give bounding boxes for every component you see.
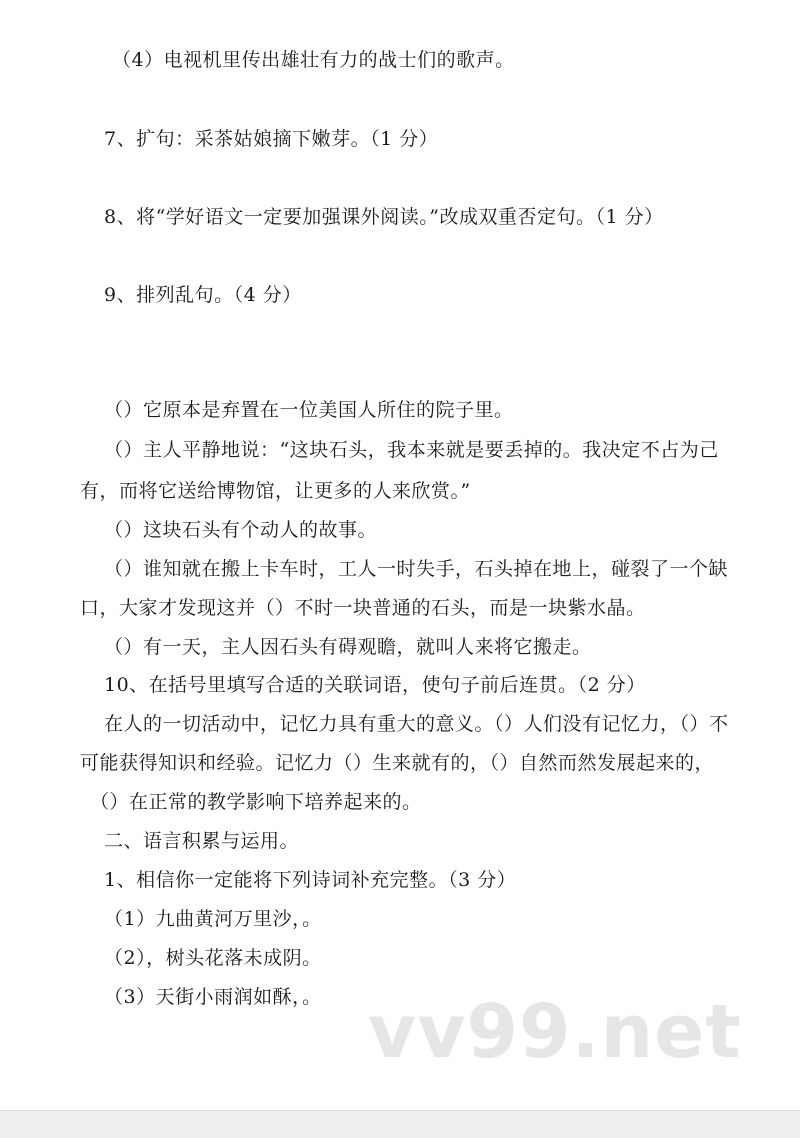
text-line: （）主人平静地说：“这块石头，我本来就是要丢掉的。我决定不占为己 [104,439,719,461]
text-line: （1）九曲黄河万里沙，。 [104,908,322,930]
text-line: （3）天街小雨润如酥，。 [104,986,322,1008]
question-10: 10、在括号里填写合适的关联词语，使句子前后连贯。（2 分） [104,674,646,696]
text-line: （2），树头花落未成阴。 [104,947,322,969]
question-8: 8、将“学好语文一定要加强课外阅读。”改成双重否定句。（1 分） [104,206,664,228]
question-1: 1、相信你一定能将下列诗词补充完整。（3 分） [104,869,517,891]
text-line: （）有一天，主人因石头有碍观瞻，就叫人来将它搬走。 [104,636,592,658]
text-line: （）它原本是弃置在一位美国人所住的院子里。 [104,399,514,421]
text-line: 在人的一切活动中，记忆力具有重大的意义。（）人们没有记忆力，（）不 [104,713,729,735]
text-line: （）谁知就在搬上卡车时，工人一时失手，石头掉在地上，碰裂了一个缺 [104,558,729,580]
text-line: 可能获得知识和经验。记忆力（）生来就有的，（）自然而然发展起来的， [80,752,715,774]
text-line: （4）电视机里传出雄壮有力的战士们的歌声。 [112,49,515,71]
question-9: 9、排列乱句。（4 分） [104,284,302,306]
text-line: （）这块石头有个动人的故事。 [104,519,378,541]
question-7: 7、扩句：采茶姑娘摘下嫩芽。（1 分） [104,128,439,150]
text-line: （）在正常的教学影响下培养起来的。 [90,791,422,813]
section-heading: 二、语言积累与运用。 [104,830,300,852]
text-line: 口，大家才发现这并（）不时一块普通的石头，而是一块紫水晶。 [80,597,646,619]
watermark: vv99.net [368,989,742,1075]
text-line: 有，而将它送给博物馆，让更多的人来欣赏。” [80,480,471,502]
page-footer-bar [0,1110,800,1138]
